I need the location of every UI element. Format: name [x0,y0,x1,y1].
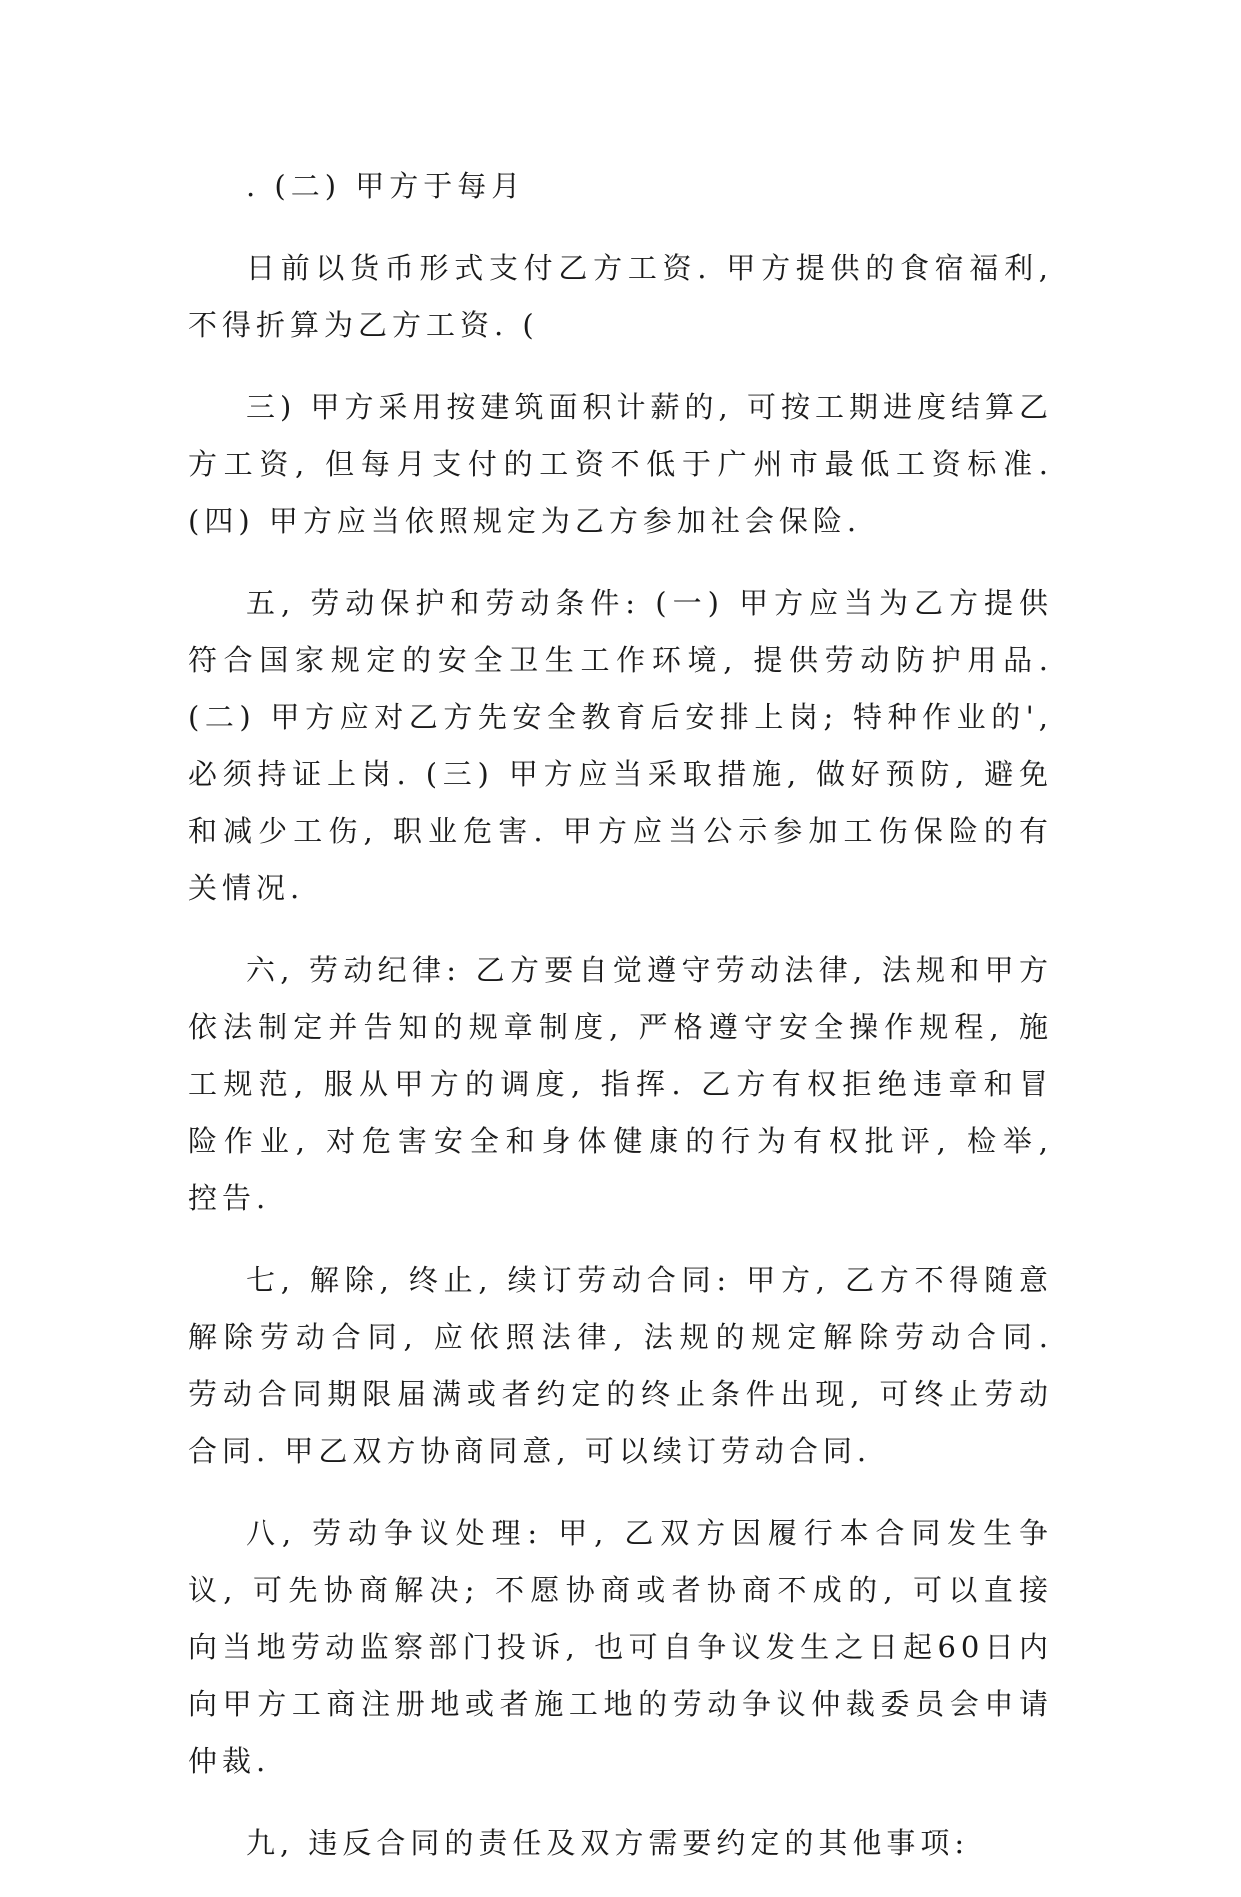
paragraph-labor-protection: 五, 劳动保护和劳动条件: (一) 甲方应当为乙方提供符合国家规定的安全卫生工作环境, 提供劳动防护用品. (二) 甲方应对乙方先安全教育后安排上岗; 特种作业的', 必须持证上岗. (三) 甲方应当采取措施, 做好预防, 避免和减少工伤, 职业危害. 甲方应当公示参加工伤保险的有关情况. [188,586,1053,905]
paragraph-wage-payment-day: . (二) 甲方于每月 [246,169,526,203]
paragraph-breach-liability: 九, 违反合同的责任及双方需要约定的其他事项: [246,1826,970,1860]
document-body [188,158,1053,1897]
paragraph-area-based-pay: 三) 甲方采用按建筑面积计薪的, 可按工期进度结算乙方工资, 但每月支付的工资不低于广州市最低工资标准. (四) 甲方应当依照规定为乙方参加社会保险. [188,390,1053,538]
paragraph-contract-termination: 七, 解除, 终止, 续订劳动合同: 甲方, 乙方不得随意解除劳动合同, 应依照法律, 法规的规定解除劳动合同. 劳动合同期限届满或者约定的终止条件出现, 可终止劳动合同. 甲乙双方协商同意, 可以续订劳动合同. [188,1263,1053,1468]
paragraph-wage-payment-form: 日前以货币形式支付乙方工资. 甲方提供的食宿福利, 不得折算为乙方工资. ( [188,251,1053,342]
paragraph-labor-discipline: 六, 劳动纪律: 乙方要自觉遵守劳动法律, 法规和甲方依法制定并告知的规章制度, 严格遵守安全操作规程, 施工规范, 服从甲方的调度, 指挥. 乙方有权拒绝违章和冒险作业, 对危害安全和身体健康的行为有权批评, 检举, 控告. [188,953,1053,1215]
paragraph-dispute-resolution: 八, 劳动争议处理: 甲, 乙双方因履行本合同发生争议, 可先协商解决; 不愿协商或者协商不成的, 可以直接向当地劳动监察部门投诉, 也可自争议发生之日起60日内向甲方工商注册地或者施工地的劳动争议仲裁委员会申请仲裁. [188,1516,1053,1778]
